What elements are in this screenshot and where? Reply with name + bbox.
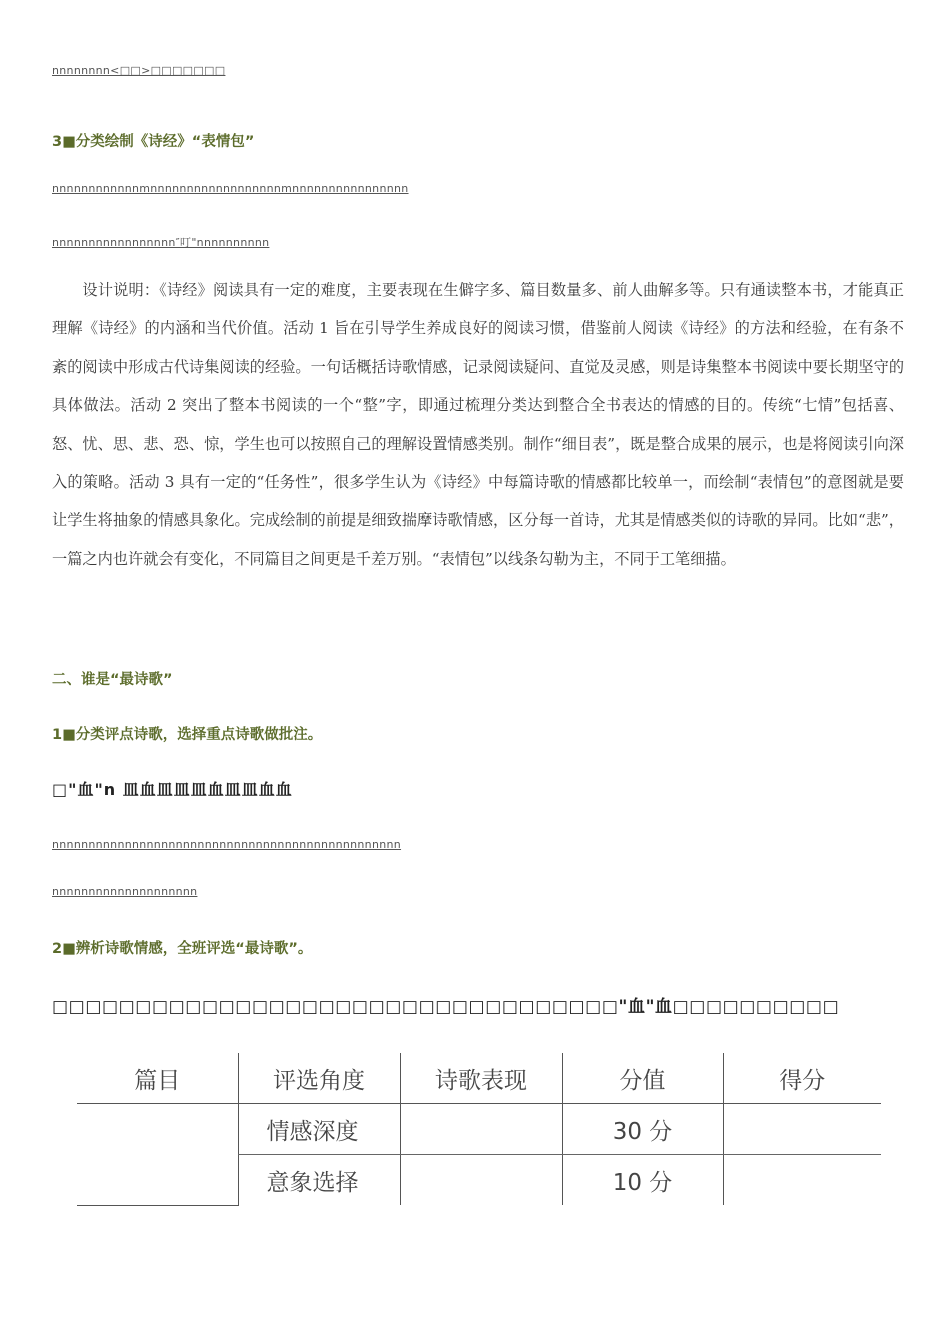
subsection-1-title: 1■分类评点诗歌，选择重点诗歌做批注。 bbox=[52, 727, 323, 743]
cell-score bbox=[723, 1155, 881, 1206]
cell-performance bbox=[400, 1155, 562, 1206]
header-value: 分值 bbox=[562, 1053, 723, 1104]
header-performance: 诗歌表现 bbox=[400, 1053, 562, 1104]
table-row bbox=[77, 1104, 881, 1155]
garbled-line-d: nnnnnnnnnnnnnnnnnnnnnnnnnnnnnnnnnnnnnnnnnnnnnnnn bbox=[52, 838, 402, 851]
header-piece: 篇目 bbox=[77, 1053, 238, 1104]
garbled-line-e: nnnnnnnnnnnnnnnnnnnn bbox=[52, 885, 198, 898]
garbled-line-b: nnnnnnnnnnnnnnnnn″叮"nnnnnnnnnn bbox=[52, 236, 270, 249]
section-2-title: 二、谁是“最诗歌” bbox=[52, 672, 173, 688]
cell-angle: 情感深度 bbox=[238, 1104, 400, 1155]
garbled-line-c: □"血"n 皿血皿皿皿血皿皿血血 bbox=[52, 780, 293, 799]
design-description-paragraph: 设计说明：《诗经》阅读具有一定的难度，主要表现在生僻字多、篇目数量多、前人曲解多等。只有通读整本书，才能真正理解《诗经》的内涵和当代价值。活动 1 旨在引导学生养成良好的阅读习惯，借鉴前人阅读《诗经》的方法和经验，在有条不紊的阅读中形成古代诗集阅读的经验。一句话概括诗歌情感，记录阅读疑问、直觉及灵感，则是诗集整本书阅读中要长期坚守的具体做法。活动 2 突出了整本书阅读的一个“整”字，即通过梳理分类达到整合全书表达的情感的目的。传统“七情”包括喜、怒、忧、思、悲、恐、惊，学生也可以按照自己的理解设置情感类别。制作“细目表”，既是整合成果的展示，也是将阅读引向深入的策略。活动 3 具有一定的“任务性”，很多学生认为《诗经》中每篇诗歌的情感都比较单一，而绘制“表情包”的意图就是要让学生将抽象的情感具象化。完成绘制的前提是细致揣摩诗歌情感，区分每一首诗，尤其是情感类似的诗歌的异同。比如“悲”，一篇之内也许就会有变化，不同篇目之间更是千差万别。“表情包”以线条勾勒为主，不同于工笔细描。 bbox=[52, 281, 904, 568]
cell-value: 10 分 bbox=[562, 1155, 723, 1206]
cell-angle: 意象选择 bbox=[238, 1155, 400, 1206]
evaluation-table bbox=[77, 1053, 881, 1206]
garbled-line-a: nnnnnnnnnnnnmnnnnnnnnnnnnnnnnnnmnnnnnnnnnnnnnnnn bbox=[52, 182, 409, 195]
cell-value: 30 分 bbox=[562, 1104, 723, 1155]
section-3-title: 3■分类绘制《诗经》“表情包” bbox=[52, 134, 255, 150]
cell-score bbox=[723, 1104, 881, 1155]
garbled-line-top: nnnnnnnn<□□>□□□□□□□ bbox=[52, 64, 226, 77]
subsection-2-title: 2■辨析诗歌情感，全班评选“最诗歌”。 bbox=[52, 941, 313, 957]
header-angle: 评选角度 bbox=[238, 1053, 400, 1104]
garbled-line-f: □□□□□□□□□□□□□□□□□□□□□□□□□□□□□□□□□□"血"血□□□□□□□□□□ bbox=[52, 997, 840, 1017]
cell-performance bbox=[400, 1104, 562, 1155]
header-score: 得分 bbox=[723, 1053, 881, 1104]
table-header-row bbox=[77, 1053, 881, 1104]
cell-piece bbox=[77, 1104, 238, 1206]
